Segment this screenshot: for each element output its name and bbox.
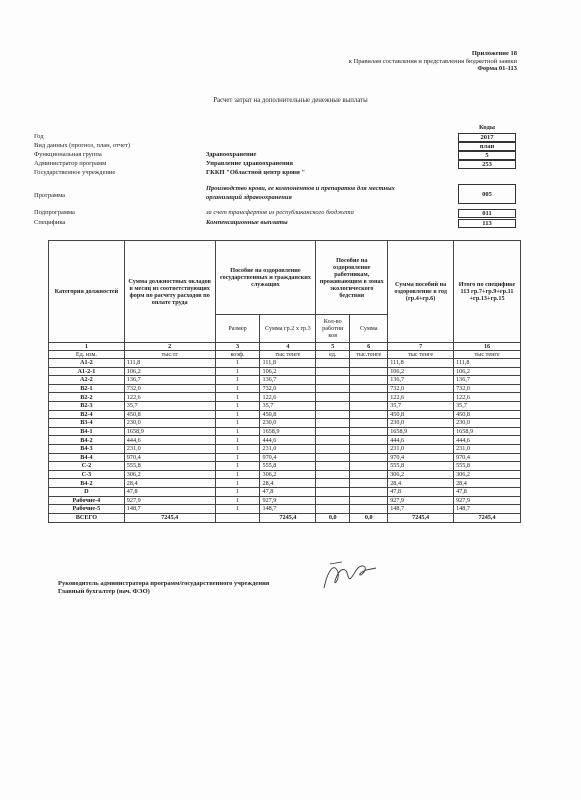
table-cell: 231,0 (454, 444, 521, 453)
table-row (49, 496, 521, 505)
table-cell: 47,8 (124, 487, 215, 496)
table-cell: 1658,9 (124, 427, 215, 436)
table-row (49, 359, 521, 368)
appendix-rules: к Правилам составления и представления бюджетной заявки (348, 57, 517, 65)
info-label: Специфика (34, 219, 66, 226)
table-row (49, 419, 521, 428)
header-size: Размер (215, 315, 260, 343)
table-cell: 47,8 (260, 487, 316, 496)
info-label: Администратор программ (34, 160, 107, 167)
table-row (49, 462, 521, 471)
table-cell: А2-2 (49, 376, 125, 385)
info-row-specific (34, 219, 519, 228)
table-cell: В4-1 (49, 427, 125, 436)
table-cell (350, 479, 388, 488)
table-cell: 231,0 (124, 444, 215, 453)
table-row (49, 487, 521, 496)
table-cell: 122,6 (388, 393, 454, 402)
table-cell: 306,2 (454, 470, 521, 479)
info-row-functional-group (34, 151, 519, 160)
table-cell (350, 384, 388, 393)
table-cell (350, 453, 388, 462)
table-cell: 16 (454, 343, 521, 351)
header-salary: Сумма должностных окладов в месяц из соответствующих форм по расчету расходов по оплате труда (124, 241, 215, 343)
table-cell (316, 410, 350, 419)
table-cell (350, 393, 388, 402)
table-cell: 1 (215, 419, 260, 428)
table-cell (316, 462, 350, 471)
info-value: Производство крови, ее компонентов и препаратов для местных организаций здравоохранения (206, 185, 395, 201)
table-cell: 7245,4 (260, 513, 316, 522)
table-cell: 0,0 (316, 513, 350, 522)
table-cell: 555,8 (454, 462, 521, 471)
signature-accountant: Главный бухгалтер (нач. ФЭО) (58, 588, 150, 595)
table-cell (350, 444, 388, 453)
table-cell: 1 (215, 393, 260, 402)
table-cell: 122,6 (454, 393, 521, 402)
table-cell: 970,4 (260, 453, 316, 462)
info-row-data-type (34, 142, 519, 151)
table-cell (350, 401, 388, 410)
table-cell (316, 427, 350, 436)
table-cell: 28,4 (454, 479, 521, 488)
table-cell: 1 (215, 410, 260, 419)
table-cell: 35,7 (388, 401, 454, 410)
table-cell: В2-1 (49, 384, 125, 393)
table-cell: ВСЕГО (49, 513, 125, 522)
table-row (49, 393, 521, 402)
table-cell: 111,8 (260, 359, 316, 368)
table-cell: 111,8 (454, 359, 521, 368)
table-cell: 970,4 (388, 453, 454, 462)
table-row (49, 410, 521, 419)
info-value: Здравоохранение (206, 151, 257, 158)
table-cell: 555,8 (388, 462, 454, 471)
table-row (49, 401, 521, 410)
table-cell: 1 (215, 436, 260, 445)
info-value: за счет трансфертов из республиканского бюджета (206, 209, 354, 216)
table-cell: 148,7 (454, 505, 521, 514)
table-cell: 1 (215, 384, 260, 393)
table-cell: 450,8 (454, 410, 521, 419)
table-cell: В4-2 (49, 479, 125, 488)
table-cell (316, 479, 350, 488)
table-cell: 1 (215, 376, 260, 385)
table-cell: 1658,9 (388, 427, 454, 436)
table-cell: тыс.тг (124, 351, 215, 359)
table-row (49, 479, 521, 488)
table-cell: 136,7 (124, 376, 215, 385)
table-row (49, 470, 521, 479)
table-cell: 7 (388, 343, 454, 351)
table-cell: 28,4 (124, 479, 215, 488)
table-cell: А1-2 (49, 359, 125, 368)
table-cell: 111,8 (388, 359, 454, 368)
table-cell: В3-4 (49, 419, 125, 428)
table-total-row (49, 513, 521, 522)
table-cell: 6 (350, 343, 388, 351)
table-cell: 230,0 (124, 419, 215, 428)
table-cell (350, 436, 388, 445)
table-cell (316, 436, 350, 445)
table-cell: В2-4 (49, 410, 125, 419)
table-cell: D (49, 487, 125, 496)
table-row (49, 505, 521, 514)
table-cell: 450,8 (124, 410, 215, 419)
table-cell: 970,4 (124, 453, 215, 462)
info-row-year (34, 133, 519, 142)
table-cell (316, 359, 350, 368)
info-row-subprogram (34, 209, 519, 218)
table-cell: В4-3 (49, 444, 125, 453)
table-cell (350, 359, 388, 368)
table-cell: 231,0 (388, 444, 454, 453)
table-cell: 148,7 (388, 505, 454, 514)
header-allowance-eco: Пособие на оздоровление работникам, проживающим в зонах экологического бедствия (316, 241, 388, 315)
table-cell (350, 487, 388, 496)
table-cell: 306,2 (124, 470, 215, 479)
table-cell: А1-2-1 (49, 367, 125, 376)
table-cell: 1 (215, 505, 260, 514)
table-cell: 28,4 (260, 479, 316, 488)
table-cell: С-3 (49, 470, 125, 479)
table-cell (215, 513, 260, 522)
table-cell: 7245,4 (124, 513, 215, 522)
table-cell: 7245,4 (388, 513, 454, 522)
table-cell (350, 367, 388, 376)
info-code: 2017 (458, 133, 516, 142)
table-cell (350, 427, 388, 436)
table-cell: 106,2 (454, 367, 521, 376)
info-value: ГККП "Областной центр крови " (206, 169, 306, 176)
table-cell: 7245,4 (454, 513, 521, 522)
codes-label: Коды (478, 124, 496, 131)
header-total-spec: Итого по специфике 113 гр.7+гр.9+гр.11 +гр.13+гр.15 (454, 241, 521, 343)
table-cell: 1 (215, 444, 260, 453)
info-code: план (458, 142, 516, 151)
header-allowance-civil: Пособие на оздоровление государственных и гражданских служащих (215, 241, 316, 315)
table-cell: В4-2 (49, 436, 125, 445)
table-cell (316, 376, 350, 385)
header-sum: Сумма (350, 315, 388, 343)
signature-head: Руководитель администратора программ/государственного учреждения (58, 580, 270, 587)
table-cell: В2-2 (49, 393, 125, 402)
table-cell: 148,7 (124, 505, 215, 514)
table-cell: 1 (215, 427, 260, 436)
info-label: Функциональная группа (34, 151, 102, 158)
table-cell: 47,8 (454, 487, 521, 496)
header-category: Категория должностей (49, 241, 125, 343)
table-cell: 3 (215, 343, 260, 351)
table-cell: 555,8 (124, 462, 215, 471)
table-cell: В4-4 (49, 453, 125, 462)
table-cell: 444,6 (388, 436, 454, 445)
table-cell: тыс тенге (388, 351, 454, 359)
table-cell: 4 (260, 343, 316, 351)
info-label: Подпрограмма (34, 209, 75, 216)
table-cell: 230,0 (260, 419, 316, 428)
table-cell: 1 (215, 487, 260, 496)
info-code: 113 (458, 219, 516, 228)
info-row-administrator (34, 160, 519, 169)
table-cell: 927,9 (388, 496, 454, 505)
table-cell: 1 (215, 401, 260, 410)
info-row-program (34, 184, 519, 204)
table-cell (316, 444, 350, 453)
table-cell: 444,6 (454, 436, 521, 445)
table-cell: 106,2 (260, 367, 316, 376)
info-code: 011 (458, 209, 516, 218)
table-cell: 35,7 (454, 401, 521, 410)
table-cell: тыс.тенге (350, 351, 388, 359)
info-row-institution (34, 169, 519, 178)
table-cell: 122,6 (124, 393, 215, 402)
info-label: Вид данных (прогноз, план, отчет) (34, 142, 130, 149)
form-number: Форма 01-113 (477, 65, 517, 73)
table-cell: 732,0 (454, 384, 521, 393)
info-label: Государственное учреждение (34, 169, 116, 176)
table-header-row (49, 241, 521, 315)
table-cell: 1658,9 (454, 427, 521, 436)
table-cell: 450,8 (260, 410, 316, 419)
table-cell: 444,6 (124, 436, 215, 445)
table-cell: 47,8 (388, 487, 454, 496)
header-sum-gr: Сумма гр.2 х гр.3 (260, 315, 316, 343)
table-cell (316, 393, 350, 402)
table-cell: 927,9 (124, 496, 215, 505)
table-cell (350, 496, 388, 505)
form-header (349, 50, 517, 73)
table-units-row (49, 351, 521, 359)
table-cell (350, 470, 388, 479)
table-cell: 1 (215, 479, 260, 488)
table-cell (350, 410, 388, 419)
table-row (49, 453, 521, 462)
table-cell: 2 (124, 343, 215, 351)
table-cell: Ед. изм. (49, 351, 125, 359)
table-cell (316, 487, 350, 496)
appendix-number: Приложение 18 (471, 50, 517, 57)
table-cell: 1 (215, 462, 260, 471)
table-cell: 927,9 (260, 496, 316, 505)
table-cell: Рабочие-4 (49, 496, 125, 505)
table-cell: 450,8 (388, 410, 454, 419)
table-cell (350, 462, 388, 471)
table-row (49, 444, 521, 453)
table-cell: 106,2 (388, 367, 454, 376)
table-row (49, 367, 521, 376)
table-cell: 136,7 (388, 376, 454, 385)
header-count: Кол-во работни ков (316, 315, 350, 343)
table-cell: ед. (316, 351, 350, 359)
table-cell: 35,7 (124, 401, 215, 410)
table-cell: 1658,9 (260, 427, 316, 436)
table-cell: 306,2 (260, 470, 316, 479)
table-cell: 306,2 (388, 470, 454, 479)
table-cell: В2-3 (49, 401, 125, 410)
info-code (458, 169, 516, 178)
info-code: 5 (458, 151, 516, 160)
table-body (49, 343, 521, 523)
table-cell: 136,7 (260, 376, 316, 385)
table-cell: 732,0 (124, 384, 215, 393)
table-cell: 1 (215, 453, 260, 462)
info-code: 005 (458, 184, 516, 204)
table-cell (316, 401, 350, 410)
table-row (49, 436, 521, 445)
table-row (49, 427, 521, 436)
table-row (49, 384, 521, 393)
table-cell (350, 505, 388, 514)
table-cell: тыс тенге (260, 351, 316, 359)
table-cell: 970,4 (454, 453, 521, 462)
table-cell (316, 367, 350, 376)
table-cell: 122,6 (260, 393, 316, 402)
table-cell: Рабочие-5 (49, 505, 125, 514)
table-column-numbers-row (49, 343, 521, 351)
signature-block (58, 580, 269, 596)
table-cell: 230,0 (454, 419, 521, 428)
table-cell: коэф. (215, 351, 260, 359)
page-title: Расчет затрат на дополнительные денежные выплаты (213, 97, 368, 104)
table-cell: С-2 (49, 462, 125, 471)
table-cell (316, 384, 350, 393)
table-cell (316, 470, 350, 479)
table-cell: 1 (215, 359, 260, 368)
handwritten-signature-image (320, 558, 380, 594)
table-cell: 136,7 (454, 376, 521, 385)
info-value: Управление здравоохранения (206, 160, 294, 167)
table-cell: 1 (215, 367, 260, 376)
table-cell (316, 505, 350, 514)
table-cell: тыс тенге (454, 351, 521, 359)
table-cell: 148,7 (260, 505, 316, 514)
table-cell: 35,7 (260, 401, 316, 410)
table-cell: 732,0 (260, 384, 316, 393)
info-value: Компенсационные выплаты (206, 219, 288, 226)
header-total-year: Сумма пособий на оздоровление в год (гр.4+гр.6) (388, 241, 454, 343)
table-cell (316, 453, 350, 462)
table-cell (350, 376, 388, 385)
table-cell: 927,9 (454, 496, 521, 505)
table-cell (316, 419, 350, 428)
table-cell (316, 496, 350, 505)
table-cell: 1 (49, 343, 125, 351)
table-cell: 1 (215, 496, 260, 505)
table-cell: 0,0 (350, 513, 388, 522)
info-code: 253 (458, 160, 516, 169)
info-label: Программа (34, 192, 66, 199)
table-cell: 1 (215, 470, 260, 479)
table-cell: 231,0 (260, 444, 316, 453)
table-cell: 230,0 (388, 419, 454, 428)
table-cell: 106,2 (124, 367, 215, 376)
info-label: Год (34, 133, 44, 140)
table-cell: 444,6 (260, 436, 316, 445)
allowance-table (48, 240, 521, 523)
table-cell: 111,8 (124, 359, 215, 368)
table-cell: 28,4 (388, 479, 454, 488)
table-cell: 5 (316, 343, 350, 351)
table-row (49, 376, 521, 385)
table-cell: 732,0 (388, 384, 454, 393)
table-cell (350, 419, 388, 428)
table-cell: 555,8 (260, 462, 316, 471)
